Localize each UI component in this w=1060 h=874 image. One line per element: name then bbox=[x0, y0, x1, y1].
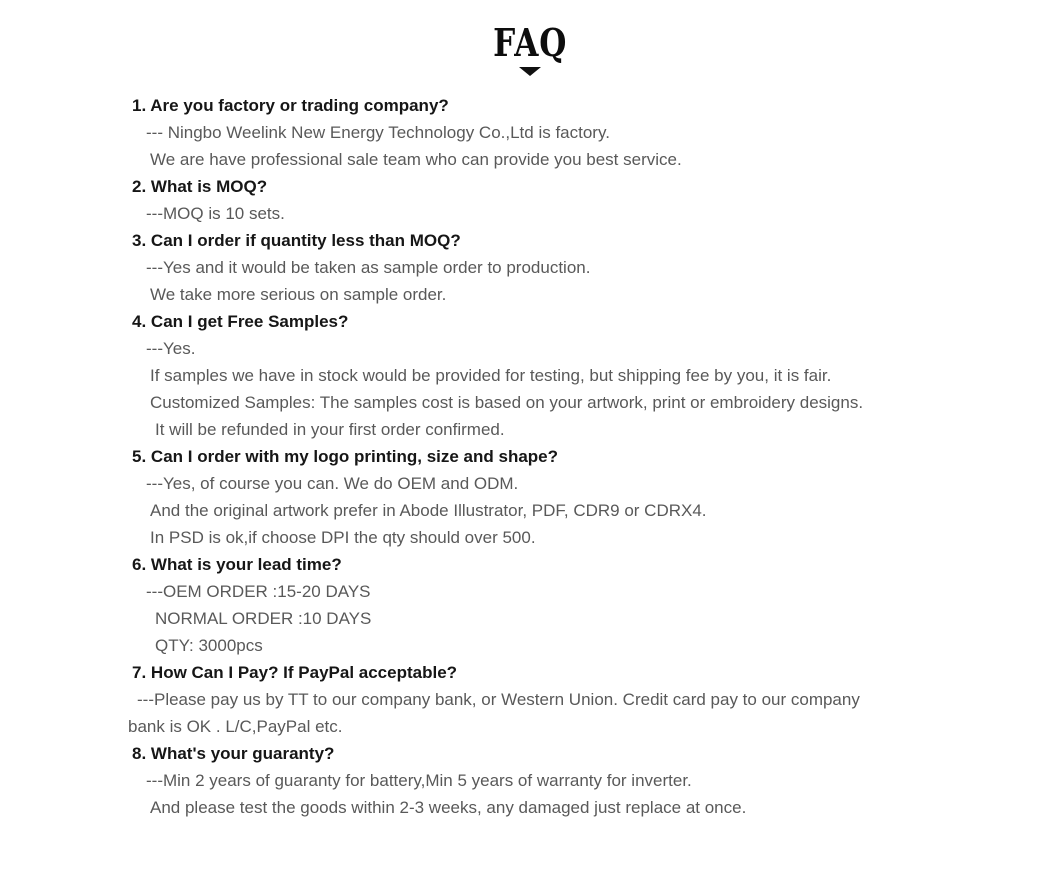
answers bbox=[128, 254, 940, 308]
faq-item bbox=[128, 740, 940, 821]
answer-line: In PSD is ok,if choose DPI the qty should over 500. bbox=[150, 528, 536, 547]
answers bbox=[128, 578, 940, 659]
question-text: What's your guaranty? bbox=[150, 744, 335, 763]
question-text: What is your lead time? bbox=[150, 555, 342, 574]
answer-line: bank is OK . L/C,PayPal etc. bbox=[128, 717, 343, 736]
answer-line: It will be refunded in your first order confirmed. bbox=[155, 420, 505, 439]
question-number: 1. bbox=[132, 96, 147, 115]
question-text: What is MOQ? bbox=[150, 177, 268, 196]
question-number: 7. bbox=[132, 663, 147, 682]
question-line bbox=[128, 443, 940, 470]
answers bbox=[128, 686, 940, 740]
answer-line: We take more serious on sample order. bbox=[150, 285, 447, 304]
question-number: 2. bbox=[132, 177, 147, 196]
answer-line: ---Yes. bbox=[146, 339, 196, 358]
question-line bbox=[128, 173, 940, 200]
answers bbox=[128, 335, 940, 443]
answers bbox=[128, 119, 940, 173]
question-number: 6. bbox=[132, 555, 147, 574]
question-line bbox=[128, 227, 940, 254]
answer-line: NORMAL ORDER :10 DAYS bbox=[155, 609, 372, 628]
question-number: 5. bbox=[132, 447, 147, 466]
answer-line: ---Yes, of course you can. We do OEM and ODM. bbox=[146, 474, 519, 493]
answer-line: QTY: 3000pcs bbox=[155, 636, 263, 655]
answers bbox=[128, 470, 940, 551]
question-line bbox=[128, 551, 940, 578]
question-line bbox=[128, 740, 940, 767]
faq-header bbox=[0, 20, 1060, 76]
answer-line: ---Yes and it would be taken as sample order to production. bbox=[146, 258, 591, 277]
answer-line: ---MOQ is 10 sets. bbox=[146, 204, 285, 223]
question-number: 3. bbox=[132, 231, 147, 250]
question-text: Can I order with my logo printing, size and shape? bbox=[150, 447, 559, 466]
question-text: Can I order if quantity less than MOQ? bbox=[150, 231, 461, 250]
question-text: Are you factory or trading company? bbox=[150, 96, 449, 115]
answer-line: We are have professional sale team who can provide you best service. bbox=[150, 150, 682, 169]
faq-item bbox=[128, 92, 940, 173]
question-number: 8. bbox=[132, 744, 147, 763]
question-line bbox=[128, 92, 940, 119]
answers bbox=[128, 200, 940, 227]
faq-item bbox=[128, 173, 940, 227]
question-text: Can I get Free Samples? bbox=[150, 312, 349, 331]
triangle-down-icon bbox=[519, 67, 541, 76]
question-text: How Can I Pay? If PayPal acceptable? bbox=[150, 663, 458, 682]
answer-line: And the original artwork prefer in Abode Illustrator, PDF, CDR9 or CDRX4. bbox=[150, 501, 707, 520]
answer-line: If samples we have in stock would be provided for testing, but shipping fee by you, it is fair. bbox=[150, 366, 832, 385]
page-title: FAQ bbox=[492, 20, 568, 65]
answer-line: ---Min 2 years of guaranty for battery,Min 5 years of warranty for inverter. bbox=[146, 771, 692, 790]
faq-item bbox=[128, 227, 940, 308]
answer-line: Customized Samples: The samples cost is based on your artwork, print or embroidery designs. bbox=[150, 393, 864, 412]
question-line bbox=[128, 308, 940, 335]
question-line bbox=[128, 659, 940, 686]
question-number: 4. bbox=[132, 312, 147, 331]
faq-item bbox=[128, 308, 940, 443]
faq-item bbox=[128, 659, 940, 740]
faq-item bbox=[128, 443, 940, 551]
faq-item bbox=[128, 551, 940, 659]
answer-line: --- Ningbo Weelink New Energy Technology Co.,Ltd is factory. bbox=[146, 123, 610, 142]
answer-line: And please test the goods within 2-3 weeks, any damaged just replace at once. bbox=[150, 798, 747, 817]
answer-line: ---Please pay us by TT to our company bank, or Western Union. Credit card pay to our company bbox=[137, 690, 860, 709]
answers bbox=[128, 767, 940, 821]
answer-line: ---OEM ORDER :15-20 DAYS bbox=[146, 582, 371, 601]
faq-list bbox=[128, 92, 940, 821]
